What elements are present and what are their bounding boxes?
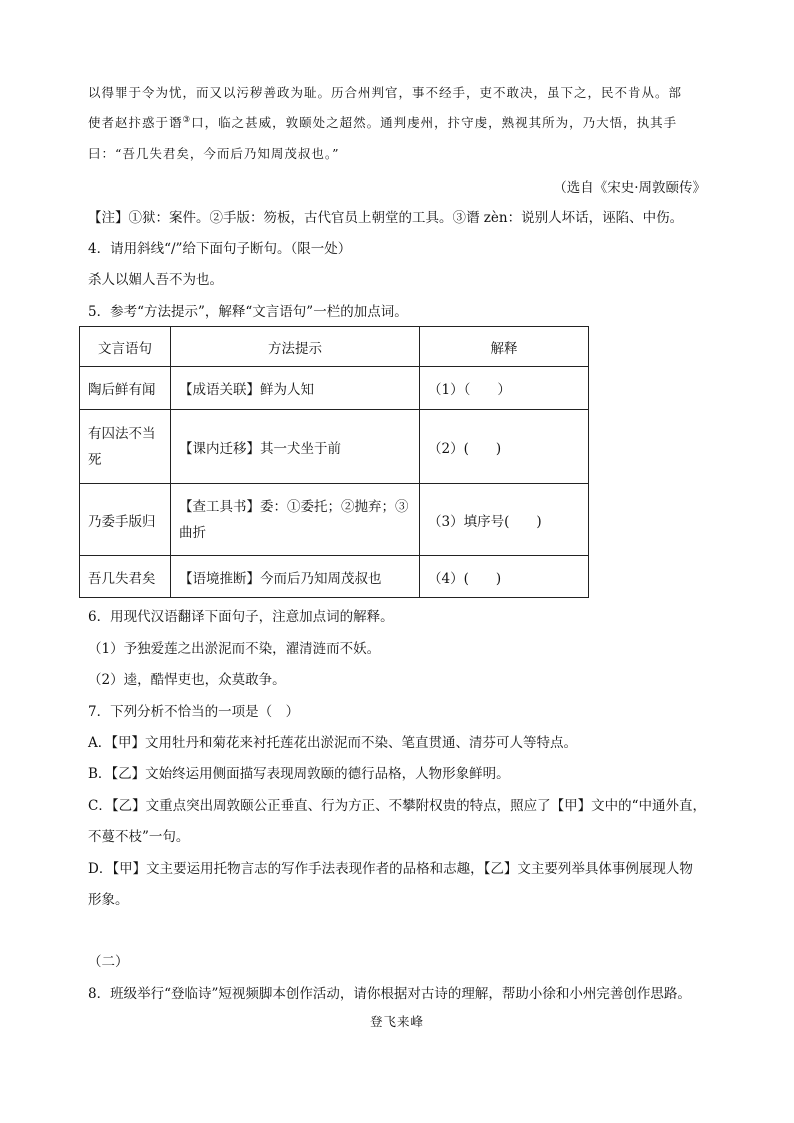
table-cell: 吾几失君矣	[80, 556, 171, 598]
table-cell-answer[interactable]: （1）（ ）	[420, 367, 589, 410]
q7-option-a: A．【甲】文用牡丹和菊花来衬托莲花出淤泥而不染、笔直贯通、清芬可人等特点。	[88, 735, 577, 751]
table-cell: 乃委手版归	[80, 484, 171, 556]
passage-line-2-b: 口，临之甚威，敦颐处之超然。通判虔州，抃守虔，熟视其所为，乃大悟，执其手	[191, 115, 678, 130]
table-cell: 【成语关联】鲜为人知	[171, 367, 420, 410]
table-header-cell: 方法提示	[171, 327, 420, 367]
passage-source: （选自《宋史·周敦颐传》	[553, 180, 706, 196]
passage-line-1: 以得罪于令为忧，而又以污秽善政为耻。历合州判官，事不经手，吏不敢决，虽下之，民不肯从。部	[88, 85, 683, 100]
table-cell-answer[interactable]: （4）( )	[420, 556, 589, 598]
q4-sentence: 杀人以媚人吾不为也。	[88, 272, 223, 288]
q7-option-c: C．【乙】文重点突出周敦颐公正垂直、行为方正、不攀附权贵的特点，照应了【甲】文中的“中通外直，	[88, 798, 706, 814]
table-row	[80, 556, 589, 598]
q5-table	[79, 326, 589, 598]
section-heading: （二）	[88, 954, 129, 970]
table-row	[80, 484, 589, 556]
q7-option-d: D．【甲】文主要运用托物言志的写作手法表现作者的品格和志趣，【乙】文主要列举具体事例展现人物	[88, 861, 693, 877]
table-cell: 有囚法不当死	[80, 410, 171, 484]
poem-title: 登飞来峰	[369, 1014, 424, 1029]
table-row	[80, 367, 589, 410]
q7-stem: 7．下列分析不恰当的一项是（ ）	[88, 704, 300, 720]
table-row	[80, 410, 589, 484]
table-header-cell: 解释	[420, 327, 589, 367]
table-cell: 【语境推断】今而后乃知周茂叔也	[171, 556, 420, 598]
table-cell: 【课内迁移】其一犬坐于前	[171, 410, 420, 484]
footnote-marker: ③	[182, 114, 192, 125]
table-header-cell: 文言语句	[80, 327, 171, 367]
q6-stem: 6．用现代汉语翻译下面句子，注意加点词的解释。	[88, 609, 394, 625]
table-cell: 陶后鲜有闻	[80, 367, 171, 410]
q8-stem: 8．班级举行“登临诗”短视频脚本创作活动，请你根据对古诗的理解，帮助小徐和小州完善创作思路。	[88, 986, 691, 1002]
table-cell-answer[interactable]: （2）( )	[420, 410, 589, 484]
q7-option-c-cont: 不蔓不枝”一句。	[88, 829, 190, 845]
q5-stem: 5．参考“方法提示”，解释“文言语句”一栏的加点词。	[88, 304, 408, 320]
table-cell-answer[interactable]: （3）填序号( )	[420, 484, 589, 556]
passage-line-3: 曰：“吾几失君矣，今而后乃知周茂叔也。”	[88, 146, 340, 161]
q7-option-d-cont: 形象。	[88, 892, 129, 908]
q7-option-b: B．【乙】文始终运用侧面描写表现周敦颐的德行品格，人物形象鲜明。	[88, 766, 510, 782]
q6-item-1: （1）予独爱莲之出淤泥而不染，濯清涟而不妖。	[88, 641, 381, 657]
q6-item-2: （2）逵，酷悍吏也，众莫敢争。	[88, 672, 286, 688]
q4-stem: 4．请用斜线“/”给下面句子断句。（限一处）	[88, 241, 352, 257]
passage-line-2-a: 使者赵抃惑于谮	[88, 115, 183, 130]
passage-line-2	[88, 113, 677, 131]
footnote: 【注】①狱：案件。②手版：笏板，古代官员上朝堂的工具。③谮 zèn：说别人坏话，诬陷、中伤。	[88, 210, 684, 226]
table-header-row	[80, 327, 589, 367]
table-cell: 【查工具书】委：①委托；②抛弃；③曲折	[171, 484, 420, 556]
